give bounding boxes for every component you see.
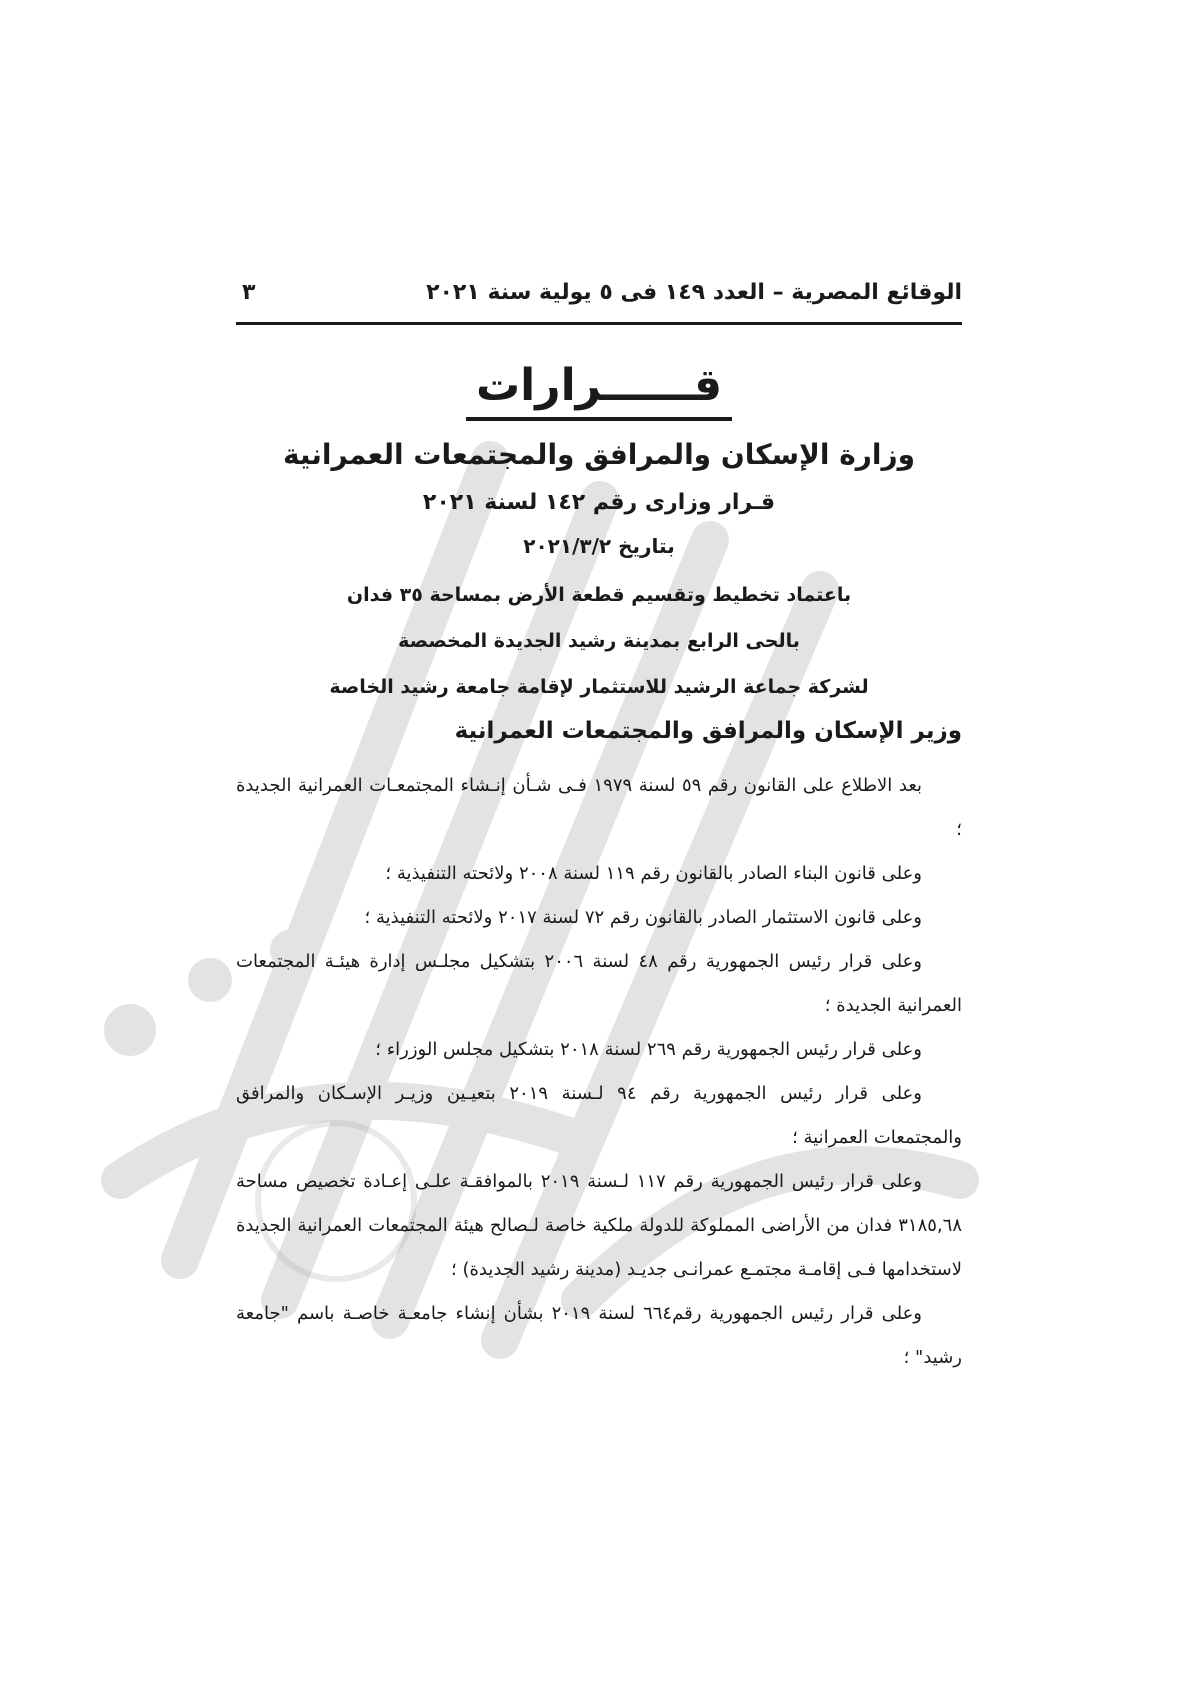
subject-line: بالحى الرابع بمدينة رشيد الجديدة المخصصة [398, 630, 800, 652]
preamble-paragraph: بعد الاطلاع على القانون رقم ٥٩ لسنة ١٩٧٩ فـى شـأن إنـشاء المجتمعـات العمرانية الجديدة ؛ [236, 775, 962, 840]
header-rule [236, 322, 962, 325]
ministry-name: وزارة الإسكان والمرافق والمجتمعات العمرانية [282, 438, 916, 471]
publication-line: الوقائع المصرية – العدد ١٤٩ فى ٥ يولية سنة ٢٠٢١ [426, 279, 962, 305]
section-title-text: قــــــرارات [466, 360, 732, 421]
page-number: ٣ [242, 279, 256, 305]
preamble-paragraph: وعلى قانون الاستثمار الصادر بالقانون رقم ٧٢ لسنة ٢٠١٧ ولائحته التنفيذية ؛ [364, 907, 922, 928]
preamble-paragraph: وعلى قرار رئيس الجمهورية رقم ٤٨ لسنة ٢٠٠٦ بتشكيل مجلـس إدارة هيئـة المجتمعات العمرانية الجديدة ؛ [236, 951, 962, 1016]
preamble-paragraph: وعلى قرار رئيس الجمهورية رقم ١١٧ لـسنة ٢٠١٩ بالموافقـة علـى إعـادة تخصيص مساحة ٣١٨٥,٦٨ فدان من الأراضى المملوكة للدولة ملكية خاصة لـصالح هيئة المجتمعات العمرانية الجديدة لاستخدامها فـى إقامـة مجتمـع عمرانـى جديـد (مدينة رشيد الجديدة) ؛ [236, 1171, 962, 1280]
preamble-paragraph: وعلى قرار رئيس الجمهورية رقم ٩٤ لـسنة ٢٠١٩ بتعيـين وزيـر الإسـكان والمرافق والمجتمعات العمرانية ؛ [236, 1083, 962, 1148]
subject-line: لشركة جماعة الرشيد للاستثمار لإقامة جامعة رشيد الخاصة [329, 676, 869, 698]
preamble-paragraph: وعلى قرار رئيس الجمهورية رقم ٢٦٩ لسنة ٢٠١٨ بتشكيل مجلس الوزراء ؛ [375, 1039, 922, 1060]
subject-line: باعتماد تخطيط وتقسيم قطعة الأرض بمساحة ٣٥ فدان [346, 584, 852, 606]
section-title [236, 360, 962, 421]
decree-title: قـرار وزارى رقم ١٤٢ لسنة ٢٠٢١ [422, 490, 776, 515]
minister-heading: وزير الإسكان والمرافق والمجتمعات العمرانية [454, 718, 962, 744]
decree-body [236, 764, 962, 1380]
running-header [242, 272, 962, 312]
decree-date: بتاريخ ٢٠٢١/٣/٢ [523, 534, 675, 558]
preamble-paragraph: وعلى قانون البناء الصادر بالقانون رقم ١١٩ لسنة ٢٠٠٨ ولائحته التنفيذية ؛ [385, 863, 922, 884]
preamble-paragraph: وعلى قرار رئيس الجمهورية رقم٦٦٤ لسنة ٢٠١٩ بشأن إنشاء جامعـة خاصـة باسم "جامعة رشيد" ؛ [236, 1303, 962, 1368]
